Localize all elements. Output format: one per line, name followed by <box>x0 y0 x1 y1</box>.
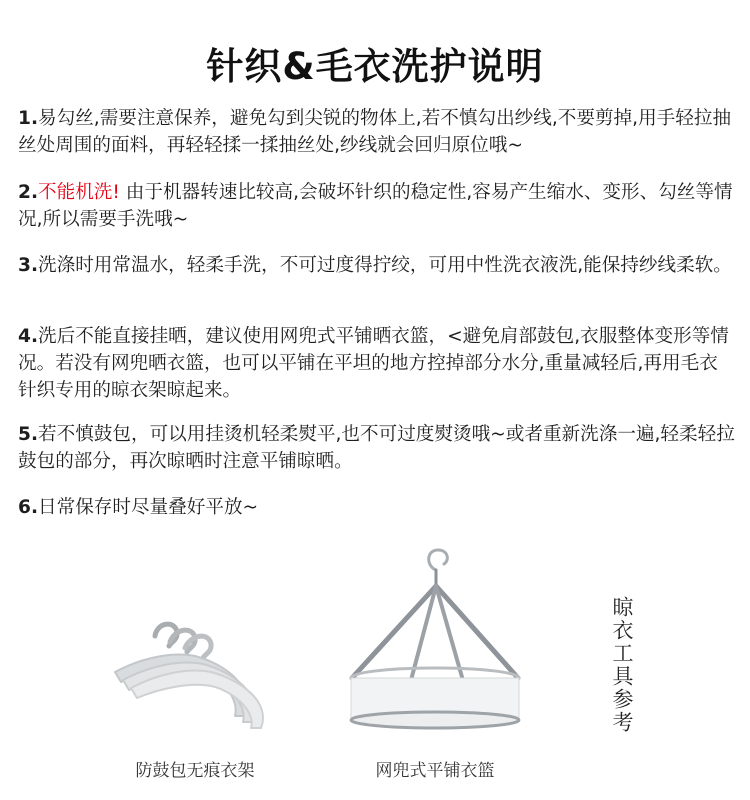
item-number: 4. <box>18 326 39 347</box>
care-item-5 <box>18 421 736 475</box>
item-number: 2. <box>18 182 39 203</box>
care-item-3 <box>18 252 736 279</box>
item-number: 6. <box>18 497 39 518</box>
warning-text: 不能机洗! <box>38 182 120 203</box>
page-title: 针织&毛衣洗护说明 <box>206 45 544 88</box>
care-item-2 <box>18 179 736 233</box>
care-item-4 <box>18 323 736 404</box>
item-text: 易勾丝,需要注意保养，避免勾到尖锐的物体上,若不慎勾出纱线,不要剪掉,用手轻拉抽丝处周围的面料，再轻轻揉一揉抽丝处,纱线就会回归原位哦~ <box>18 108 732 156</box>
care-item-6 <box>18 494 736 521</box>
item-text: 由于机器转速比较高,会破坏针织的稳定性,容易产生缩水、变形、勾丝等情况,所以需要手洗哦~ <box>18 182 733 230</box>
care-item-1 <box>18 105 736 159</box>
basket-caption: 网兜式平铺衣篮 <box>375 761 495 781</box>
item-text: 洗后不能直接挂晒，建议使用网兜式平铺晒衣篮，<避免肩部鼓包,衣服整体变形等情况。若没有网兜晒衣篮，也可以平铺在平坦的地方控掉部分水分,重量减轻后,再用毛衣针织专用的晾衣架晾起来。 <box>18 326 729 401</box>
item-text: 日常保存时尽量叠好平放~ <box>38 497 259 518</box>
item-text: 若不慎鼓包，可以用挂烫机轻柔熨平,也不可过度熨烫哦~或者重新洗涤一遍,轻柔轻拉鼓包的部分，再次晾晒时注意平铺晾晒。 <box>18 424 735 472</box>
hanger-image <box>95 612 295 732</box>
item-number: 1. <box>18 108 39 129</box>
item-text: 洗涤时用常温水，轻柔手洗，不可过度得拧绞，可用中性洗衣液洗,能保持纱线柔软。 <box>38 255 732 276</box>
item-number: 5. <box>18 424 39 445</box>
hanger-caption: 防鼓包无痕衣架 <box>135 761 255 781</box>
drying-basket-image <box>340 542 530 732</box>
item-number: 3. <box>18 255 39 276</box>
tools-reference-label: 晾衣工具参考 <box>610 596 634 734</box>
